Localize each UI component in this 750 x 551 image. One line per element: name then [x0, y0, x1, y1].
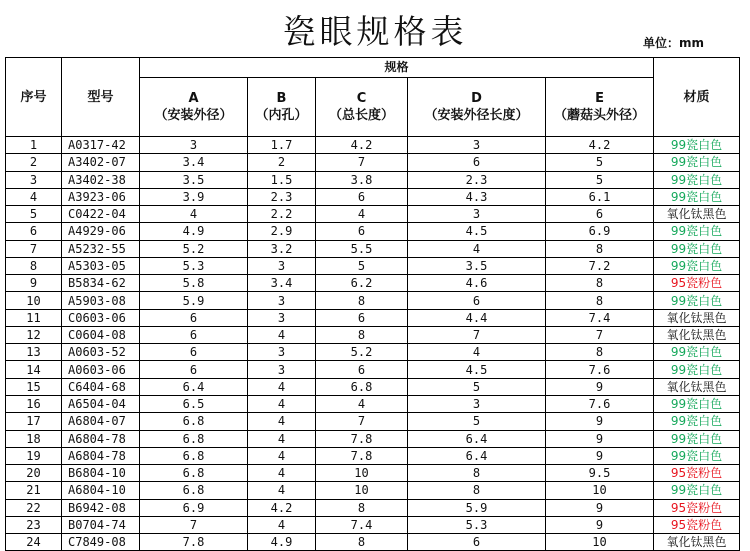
cell-e: 8	[546, 275, 654, 292]
cell-b: 1.5	[248, 171, 316, 188]
cell-e: 7	[546, 326, 654, 343]
header-model: 型号	[62, 58, 140, 137]
cell-c: 5	[316, 257, 408, 274]
header-col-c: C （总长度）	[316, 78, 408, 137]
cell-b: 3.4	[248, 275, 316, 292]
cell-a: 6.9	[140, 499, 248, 516]
cell-b: 4	[248, 378, 316, 395]
cell-e: 9	[546, 413, 654, 430]
cell-model: A4929-06	[62, 223, 140, 240]
cell-a: 4.9	[140, 223, 248, 240]
cell-a: 5.8	[140, 275, 248, 292]
cell-e: 7.6	[546, 395, 654, 412]
cell-b: 4	[248, 447, 316, 464]
cell-c: 6	[316, 309, 408, 326]
cell-c: 8	[316, 292, 408, 309]
cell-c: 8	[316, 326, 408, 343]
cell-model: A0603-06	[62, 361, 140, 378]
cell-d: 4.3	[408, 188, 546, 205]
cell-index: 15	[6, 378, 62, 395]
cell-a: 3.4	[140, 154, 248, 171]
cell-e: 10	[546, 482, 654, 499]
unit-label: 单位：mm	[643, 36, 705, 50]
cell-a: 7.8	[140, 534, 248, 551]
cell-a: 5.3	[140, 257, 248, 274]
cell-d: 5.9	[408, 499, 546, 516]
cell-a: 6	[140, 309, 248, 326]
cell-a: 6	[140, 326, 248, 343]
cell-c: 6	[316, 188, 408, 205]
cell-model: A6504-04	[62, 395, 140, 412]
cell-material: 氧化钛黑色	[654, 326, 740, 343]
cell-model: A5232-55	[62, 240, 140, 257]
cell-c: 5.2	[316, 344, 408, 361]
cell-model: B6804-10	[62, 465, 140, 482]
cell-model: A3402-07	[62, 154, 140, 171]
cell-b: 2.9	[248, 223, 316, 240]
cell-a: 3.9	[140, 188, 248, 205]
cell-index: 9	[6, 275, 62, 292]
cell-model: C7849-08	[62, 534, 140, 551]
cell-model: A5303-05	[62, 257, 140, 274]
cell-material: 氧化钛黑色	[654, 534, 740, 551]
cell-index: 24	[6, 534, 62, 551]
cell-material: 99瓷白色	[654, 292, 740, 309]
cell-b: 4	[248, 516, 316, 533]
cell-e: 7.6	[546, 361, 654, 378]
cell-a: 6.8	[140, 447, 248, 464]
cell-model: A6804-07	[62, 413, 140, 430]
cell-index: 12	[6, 326, 62, 343]
cell-d: 8	[408, 465, 546, 482]
cell-d: 8	[408, 482, 546, 499]
cell-material: 99瓷白色	[654, 430, 740, 447]
cell-index: 11	[6, 309, 62, 326]
cell-material: 氧化钛黑色	[654, 378, 740, 395]
cell-a: 3	[140, 137, 248, 154]
cell-a: 6.8	[140, 413, 248, 430]
cell-c: 10	[316, 482, 408, 499]
cell-a: 6.5	[140, 395, 248, 412]
cell-d: 3	[408, 206, 546, 223]
cell-material: 95瓷粉色	[654, 275, 740, 292]
cell-d: 4.4	[408, 309, 546, 326]
cell-model: A3923-06	[62, 188, 140, 205]
cell-a: 6	[140, 361, 248, 378]
spec-table	[5, 57, 740, 551]
cell-material: 99瓷白色	[654, 171, 740, 188]
cell-index: 3	[6, 171, 62, 188]
cell-b: 3	[248, 309, 316, 326]
cell-index: 20	[6, 465, 62, 482]
table-row	[6, 257, 740, 274]
cell-index: 22	[6, 499, 62, 516]
cell-material: 99瓷白色	[654, 413, 740, 430]
cell-index: 19	[6, 447, 62, 464]
cell-index: 17	[6, 413, 62, 430]
cell-e: 9	[546, 516, 654, 533]
cell-b: 3	[248, 257, 316, 274]
cell-d: 6	[408, 292, 546, 309]
cell-e: 4.2	[546, 137, 654, 154]
table-row	[6, 516, 740, 533]
table-row	[6, 361, 740, 378]
cell-c: 6	[316, 361, 408, 378]
cell-a: 6.8	[140, 430, 248, 447]
cell-d: 7	[408, 326, 546, 343]
cell-material: 95瓷粉色	[654, 499, 740, 516]
cell-a: 6.4	[140, 378, 248, 395]
cell-b: 4	[248, 395, 316, 412]
cell-e: 6.1	[546, 188, 654, 205]
cell-b: 4	[248, 326, 316, 343]
cell-e: 6.9	[546, 223, 654, 240]
cell-c: 6.8	[316, 378, 408, 395]
cell-index: 2	[6, 154, 62, 171]
cell-model: A6804-10	[62, 482, 140, 499]
cell-e: 5	[546, 171, 654, 188]
cell-e: 8	[546, 240, 654, 257]
cell-index: 6	[6, 223, 62, 240]
cell-c: 5.5	[316, 240, 408, 257]
cell-model: C0603-06	[62, 309, 140, 326]
cell-material: 99瓷白色	[654, 137, 740, 154]
cell-model: B6942-08	[62, 499, 140, 516]
cell-e: 10	[546, 534, 654, 551]
cell-a: 6.8	[140, 465, 248, 482]
cell-c: 10	[316, 465, 408, 482]
cell-c: 7	[316, 413, 408, 430]
cell-e: 6	[546, 206, 654, 223]
cell-e: 9	[546, 430, 654, 447]
cell-model: A3402-38	[62, 171, 140, 188]
cell-e: 5	[546, 154, 654, 171]
cell-material: 99瓷白色	[654, 154, 740, 171]
table-row	[6, 482, 740, 499]
cell-c: 7.4	[316, 516, 408, 533]
cell-material: 99瓷白色	[654, 188, 740, 205]
cell-b: 2.3	[248, 188, 316, 205]
cell-b: 3	[248, 361, 316, 378]
cell-material: 99瓷白色	[654, 240, 740, 257]
cell-d: 6	[408, 534, 546, 551]
header-index: 序号	[6, 58, 62, 137]
cell-index: 8	[6, 257, 62, 274]
table-row	[6, 326, 740, 343]
cell-c: 4	[316, 206, 408, 223]
table-row	[6, 430, 740, 447]
table-row	[6, 275, 740, 292]
cell-e: 7.4	[546, 309, 654, 326]
cell-b: 3	[248, 292, 316, 309]
cell-material: 95瓷粉色	[654, 516, 740, 533]
cell-e: 8	[546, 292, 654, 309]
cell-b: 4.9	[248, 534, 316, 551]
cell-a: 5.9	[140, 292, 248, 309]
cell-index: 13	[6, 344, 62, 361]
cell-material: 氧化钛黑色	[654, 309, 740, 326]
cell-b: 2.2	[248, 206, 316, 223]
cell-model: A6804-78	[62, 430, 140, 447]
header-col-e: E （蘑菇头外径）	[546, 78, 654, 137]
cell-a: 5.2	[140, 240, 248, 257]
cell-index: 23	[6, 516, 62, 533]
table-row	[6, 465, 740, 482]
cell-b: 2	[248, 154, 316, 171]
cell-e: 9	[546, 378, 654, 395]
table-row	[6, 137, 740, 154]
cell-model: A0603-52	[62, 344, 140, 361]
cell-d: 6.4	[408, 447, 546, 464]
table-row	[6, 395, 740, 412]
cell-material: 99瓷白色	[654, 395, 740, 412]
cell-c: 8	[316, 534, 408, 551]
cell-index: 4	[6, 188, 62, 205]
cell-index: 14	[6, 361, 62, 378]
cell-model: A0317-42	[62, 137, 140, 154]
cell-d: 2.3	[408, 171, 546, 188]
cell-model: B0704-74	[62, 516, 140, 533]
table-row	[6, 378, 740, 395]
cell-e: 9	[546, 447, 654, 464]
table-row	[6, 171, 740, 188]
table-row	[6, 499, 740, 516]
cell-model: B5834-62	[62, 275, 140, 292]
table-row	[6, 240, 740, 257]
cell-index: 16	[6, 395, 62, 412]
header-spec: 规格	[140, 58, 654, 78]
cell-b: 4.2	[248, 499, 316, 516]
table-row	[6, 309, 740, 326]
cell-index: 10	[6, 292, 62, 309]
cell-index: 7	[6, 240, 62, 257]
cell-b: 4	[248, 430, 316, 447]
cell-c: 3.8	[316, 171, 408, 188]
table-row	[6, 344, 740, 361]
cell-e: 8	[546, 344, 654, 361]
cell-material: 99瓷白色	[654, 361, 740, 378]
table-row	[6, 534, 740, 551]
cell-model: A6804-78	[62, 447, 140, 464]
table-row	[6, 154, 740, 171]
table-row	[6, 447, 740, 464]
cell-material: 99瓷白色	[654, 482, 740, 499]
cell-a: 6.8	[140, 482, 248, 499]
cell-e: 9	[546, 499, 654, 516]
header-col-b: B （内孔）	[248, 78, 316, 137]
cell-a: 7	[140, 516, 248, 533]
cell-d: 4.6	[408, 275, 546, 292]
cell-a: 3.5	[140, 171, 248, 188]
table-row	[6, 223, 740, 240]
cell-b: 4	[248, 465, 316, 482]
cell-d: 6	[408, 154, 546, 171]
table-row	[6, 413, 740, 430]
cell-a: 4	[140, 206, 248, 223]
cell-material: 氧化钛黑色	[654, 206, 740, 223]
cell-model: C0604-08	[62, 326, 140, 343]
cell-material: 99瓷白色	[654, 447, 740, 464]
cell-index: 21	[6, 482, 62, 499]
cell-d: 6.4	[408, 430, 546, 447]
table-row	[6, 188, 740, 205]
cell-d: 3.5	[408, 257, 546, 274]
cell-d: 4	[408, 344, 546, 361]
cell-b: 1.7	[248, 137, 316, 154]
cell-material: 95瓷粉色	[654, 465, 740, 482]
page-title: 瓷眼规格表	[282, 12, 468, 51]
cell-d: 3	[408, 137, 546, 154]
cell-model: A5903-08	[62, 292, 140, 309]
cell-model: C0422-04	[62, 206, 140, 223]
cell-index: 18	[6, 430, 62, 447]
cell-b: 4	[248, 482, 316, 499]
cell-d: 5.3	[408, 516, 546, 533]
cell-c: 7	[316, 154, 408, 171]
cell-index: 5	[6, 206, 62, 223]
cell-d: 3	[408, 395, 546, 412]
header-col-a: A （安装外径）	[140, 78, 248, 137]
cell-c: 4	[316, 395, 408, 412]
table-row	[6, 292, 740, 309]
cell-d: 4.5	[408, 361, 546, 378]
cell-e: 7.2	[546, 257, 654, 274]
cell-c: 6.2	[316, 275, 408, 292]
header-material: 材质	[654, 58, 740, 137]
cell-model: C6404-68	[62, 378, 140, 395]
cell-material: 99瓷白色	[654, 344, 740, 361]
cell-d: 4	[408, 240, 546, 257]
cell-b: 3.2	[248, 240, 316, 257]
cell-material: 99瓷白色	[654, 223, 740, 240]
cell-index: 1	[6, 137, 62, 154]
cell-d: 5	[408, 378, 546, 395]
cell-a: 6	[140, 344, 248, 361]
cell-c: 4.2	[316, 137, 408, 154]
cell-e: 9.5	[546, 465, 654, 482]
header-col-d: D （安装外径长度）	[408, 78, 546, 137]
cell-b: 4	[248, 413, 316, 430]
cell-b: 3	[248, 344, 316, 361]
cell-d: 4.5	[408, 223, 546, 240]
cell-d: 5	[408, 413, 546, 430]
table-row	[6, 206, 740, 223]
cell-material: 99瓷白色	[654, 257, 740, 274]
cell-c: 7.8	[316, 430, 408, 447]
cell-c: 6	[316, 223, 408, 240]
cell-c: 7.8	[316, 447, 408, 464]
cell-c: 8	[316, 499, 408, 516]
